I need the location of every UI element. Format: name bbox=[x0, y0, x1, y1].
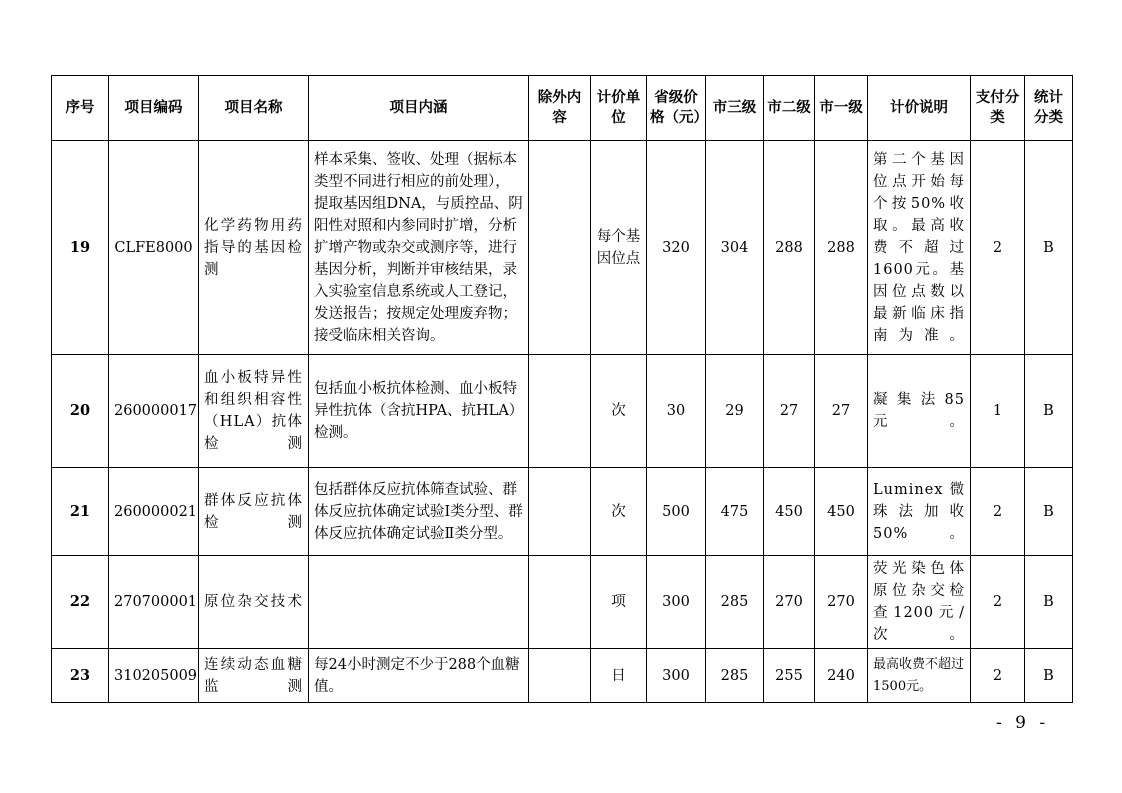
city3-cell: 304 bbox=[706, 141, 764, 355]
note-cell: 第二个基因位点开始每个按50%收取。最高收费不超过1600元。基因位点数以最新临床指南为准。 bbox=[868, 141, 971, 355]
note-cell: Luminex微珠法加收50%。 bbox=[868, 468, 971, 556]
seq-cell: 23 bbox=[52, 649, 109, 703]
header-province-price: 省级价格（元） bbox=[647, 76, 706, 141]
city1-cell: 288 bbox=[815, 141, 868, 355]
note-cell: 凝集法85元。 bbox=[868, 355, 971, 468]
table-row bbox=[52, 556, 1073, 649]
name-cell: 连续动态血糖监测 bbox=[199, 649, 309, 703]
header-city1: 市一级 bbox=[815, 76, 868, 141]
stat-cell: B bbox=[1025, 141, 1073, 355]
header-city3: 市三级 bbox=[706, 76, 764, 141]
content-cell: 包括群体反应抗体筛查试验、群体反应抗体确定试验Ⅰ类分型、群体反应抗体确定试验Ⅱ类分型。 bbox=[309, 468, 529, 556]
excluded-cell bbox=[529, 649, 591, 703]
excluded-cell bbox=[529, 141, 591, 355]
content-cell: 样本采集、签收、处理（据标本类型不同进行相应的前处理），提取基因组DNA，与质控品、阴阳性对照和内参同时扩增，分析扩增产物或杂交或测序等，进行基因分析，判断并审核结果，录入实验室信息系统或人工登记，发送报告；按规定处理废弃物；接受临床相关咨询。 bbox=[309, 141, 529, 355]
stat-cell: B bbox=[1025, 468, 1073, 556]
header-pay: 支付分类 bbox=[971, 76, 1025, 141]
code-cell: 310205009 bbox=[109, 649, 199, 703]
stat-cell: B bbox=[1025, 355, 1073, 468]
stat-cell: B bbox=[1025, 556, 1073, 649]
city3-cell: 285 bbox=[706, 556, 764, 649]
city2-cell: 288 bbox=[764, 141, 815, 355]
unit-cell: 日 bbox=[591, 649, 647, 703]
province-price-cell: 30 bbox=[647, 355, 706, 468]
code-cell: 270700001 bbox=[109, 556, 199, 649]
header-name: 项目名称 bbox=[199, 76, 309, 141]
table-row bbox=[52, 141, 1073, 355]
code-cell: 260000021 bbox=[109, 468, 199, 556]
pay-cell: 2 bbox=[971, 141, 1025, 355]
note-cell: 荧光染色体原位杂交检查1200元/次。 bbox=[868, 556, 971, 649]
note-cell: 最高收费不超过1500元。 bbox=[868, 649, 971, 703]
header-excluded: 除外内容 bbox=[529, 76, 591, 141]
name-cell: 血小板特异性和组织相容性（HLA）抗体检测 bbox=[199, 355, 309, 468]
name-cell: 原位杂交技术 bbox=[199, 556, 309, 649]
unit-cell: 每个基因位点 bbox=[591, 141, 647, 355]
city2-cell: 270 bbox=[764, 556, 815, 649]
page-number: - 9 - bbox=[996, 713, 1050, 733]
pay-cell: 2 bbox=[971, 556, 1025, 649]
pay-cell: 1 bbox=[971, 355, 1025, 468]
excluded-cell bbox=[529, 468, 591, 556]
header-stat: 统计分类 bbox=[1025, 76, 1073, 141]
header-code: 项目编码 bbox=[109, 76, 199, 141]
city3-cell: 29 bbox=[706, 355, 764, 468]
seq-cell: 19 bbox=[52, 141, 109, 355]
city2-cell: 255 bbox=[764, 649, 815, 703]
excluded-cell bbox=[529, 355, 591, 468]
table-row bbox=[52, 355, 1073, 468]
seq-cell: 22 bbox=[52, 556, 109, 649]
province-price-cell: 300 bbox=[647, 649, 706, 703]
header-note: 计价说明 bbox=[868, 76, 971, 141]
content-cell bbox=[309, 556, 529, 649]
table-row bbox=[52, 468, 1073, 556]
province-price-cell: 500 bbox=[647, 468, 706, 556]
province-price-cell: 320 bbox=[647, 141, 706, 355]
city1-cell: 270 bbox=[815, 556, 868, 649]
seq-cell: 20 bbox=[52, 355, 109, 468]
header-row bbox=[52, 76, 1073, 141]
city1-cell: 450 bbox=[815, 468, 868, 556]
code-cell: CLFE8000 bbox=[109, 141, 199, 355]
city1-cell: 27 bbox=[815, 355, 868, 468]
city3-cell: 475 bbox=[706, 468, 764, 556]
excluded-cell bbox=[529, 556, 591, 649]
name-cell: 群体反应抗体检测 bbox=[199, 468, 309, 556]
unit-cell: 次 bbox=[591, 468, 647, 556]
city3-cell: 285 bbox=[706, 649, 764, 703]
header-city2: 市二级 bbox=[764, 76, 815, 141]
content-cell: 包括血小板抗体检测、血小板特异性抗体（含抗HPA、抗HLA）检测。 bbox=[309, 355, 529, 468]
unit-cell: 项 bbox=[591, 556, 647, 649]
city2-cell: 27 bbox=[764, 355, 815, 468]
unit-cell: 次 bbox=[591, 355, 647, 468]
header-unit: 计价单位 bbox=[591, 76, 647, 141]
code-cell: 260000017 bbox=[109, 355, 199, 468]
city1-cell: 240 bbox=[815, 649, 868, 703]
header-content: 项目内涵 bbox=[309, 76, 529, 141]
header-seq: 序号 bbox=[52, 76, 109, 141]
province-price-cell: 300 bbox=[647, 556, 706, 649]
city2-cell: 450 bbox=[764, 468, 815, 556]
pay-cell: 2 bbox=[971, 468, 1025, 556]
stat-cell: B bbox=[1025, 649, 1073, 703]
content-cell: 每24小时测定不少于288个血糖值。 bbox=[309, 649, 529, 703]
price-table bbox=[51, 75, 1073, 703]
name-cell: 化学药物用药指导的基因检测 bbox=[199, 141, 309, 355]
seq-cell: 21 bbox=[52, 468, 109, 556]
pay-cell: 2 bbox=[971, 649, 1025, 703]
table-row bbox=[52, 649, 1073, 703]
